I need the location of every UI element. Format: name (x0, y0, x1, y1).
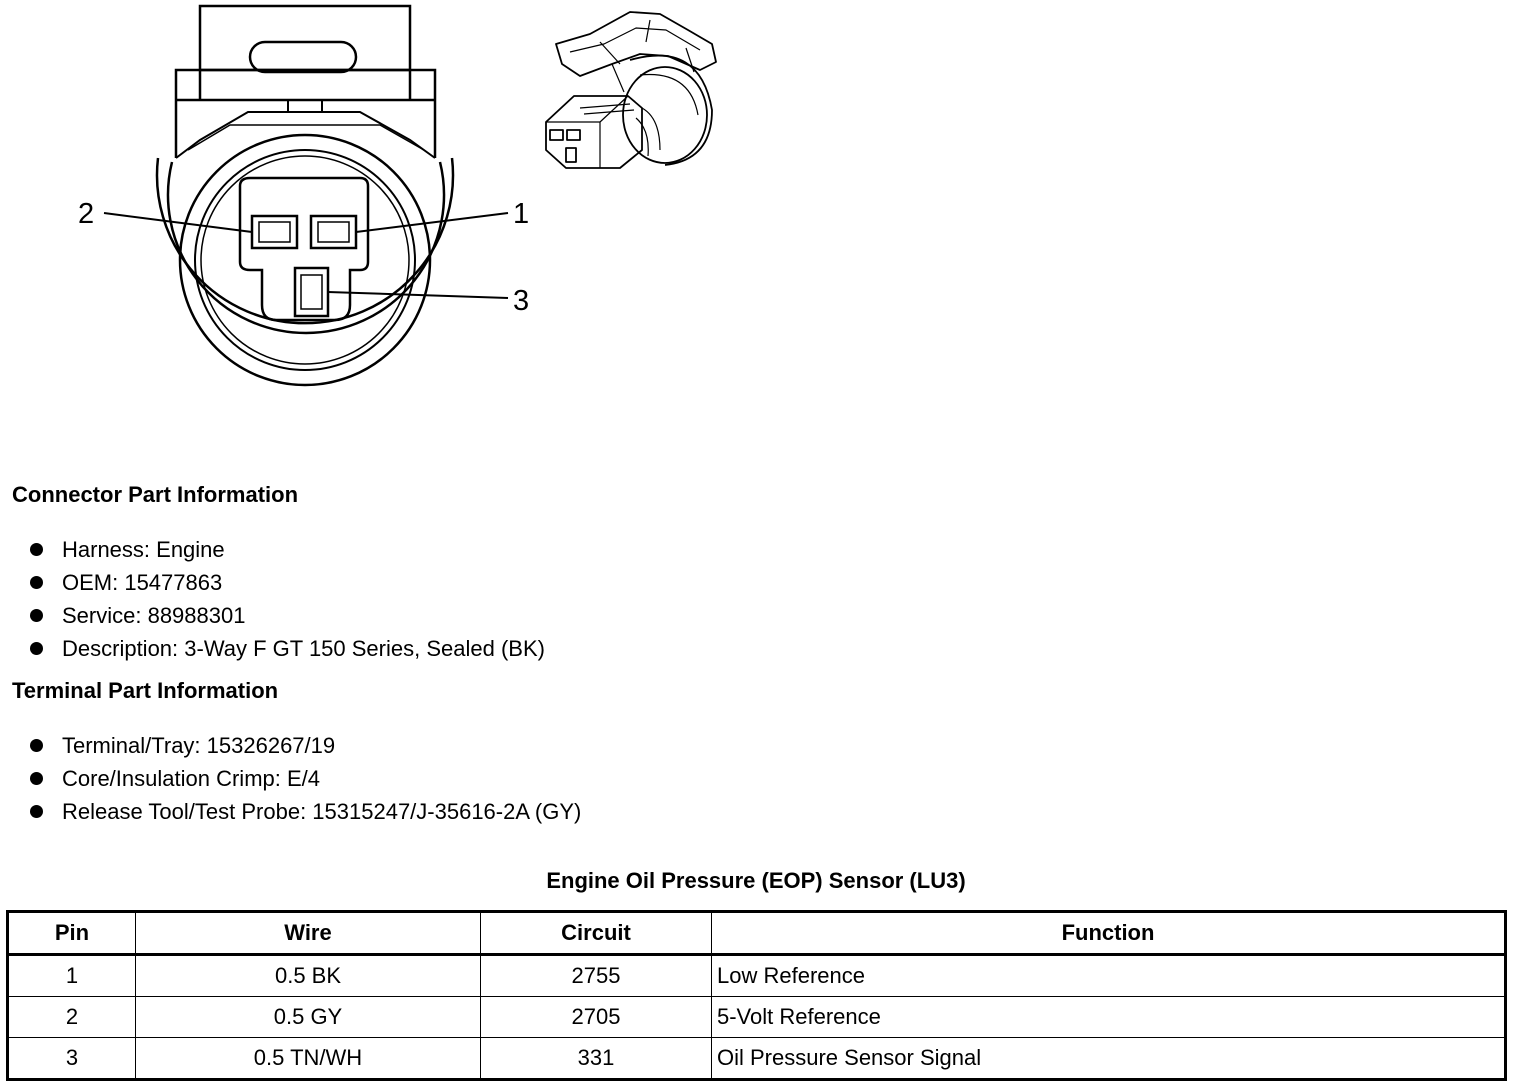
cell-pin: 3 (8, 1038, 136, 1080)
list-item-text: OEM: 15477863 (62, 570, 223, 595)
list-item-text: Service: 88988301 (62, 603, 246, 628)
connector-isometric-drawing (0, 0, 760, 200)
column-header-function: Function (712, 912, 1506, 955)
bullet-icon (30, 642, 43, 655)
cell-circuit: 2705 (481, 997, 712, 1038)
column-header-wire: Wire (136, 912, 481, 955)
cell-pin: 2 (8, 997, 136, 1038)
list-item (28, 795, 581, 828)
list-item-text: Core/Insulation Crimp: E/4 (62, 766, 320, 791)
list-item (28, 762, 581, 795)
column-header-pin: Pin (8, 912, 136, 955)
list-item (28, 729, 581, 762)
cell-function: 5-Volt Reference (712, 997, 1506, 1038)
connector-info-list (28, 533, 545, 665)
list-item (28, 632, 545, 665)
cell-function: Oil Pressure Sensor Signal (712, 1038, 1506, 1080)
cell-wire: 0.5 BK (136, 955, 481, 997)
cell-circuit: 2755 (481, 955, 712, 997)
pin-table-title: Engine Oil Pressure (EOP) Sensor (LU3) (546, 868, 966, 893)
bullet-icon (30, 543, 43, 556)
list-item (28, 533, 545, 566)
connector-info-heading: Connector Part Information (12, 482, 299, 507)
cell-circuit: 331 (481, 1038, 712, 1080)
cell-function: Low Reference (712, 955, 1506, 997)
pin-table (6, 910, 1507, 1081)
cell-pin: 1 (8, 955, 136, 997)
cell-wire: 0.5 GY (136, 997, 481, 1038)
column-header-circuit: Circuit (481, 912, 712, 955)
cell-wire: 0.5 TN/WH (136, 1038, 481, 1080)
list-item (28, 599, 545, 632)
table-row (8, 955, 1506, 997)
pin-label-2: 2 (78, 198, 95, 230)
list-item-text: Harness: Engine (62, 537, 225, 562)
list-item-text: Description: 3-Way F GT 150 Series, Sealed (BK) (62, 636, 545, 661)
table-row (8, 997, 1506, 1038)
bullet-icon (30, 805, 43, 818)
table-row (8, 1038, 1506, 1080)
pin-label-1: 1 (513, 198, 530, 230)
pin-label-3: 3 (513, 285, 530, 317)
table-header-row (8, 912, 1506, 955)
bullet-icon (30, 739, 43, 752)
terminal-info-list (28, 729, 581, 828)
list-item-text: Terminal/Tray: 15326267/19 (62, 733, 336, 758)
bullet-icon (30, 576, 43, 589)
list-item-text: Release Tool/Test Probe: 15315247/J-35616-2A (GY) (62, 799, 582, 824)
terminal-info-heading: Terminal Part Information (12, 678, 279, 703)
bullet-icon (30, 772, 43, 785)
list-item (28, 566, 545, 599)
bullet-icon (30, 609, 43, 622)
